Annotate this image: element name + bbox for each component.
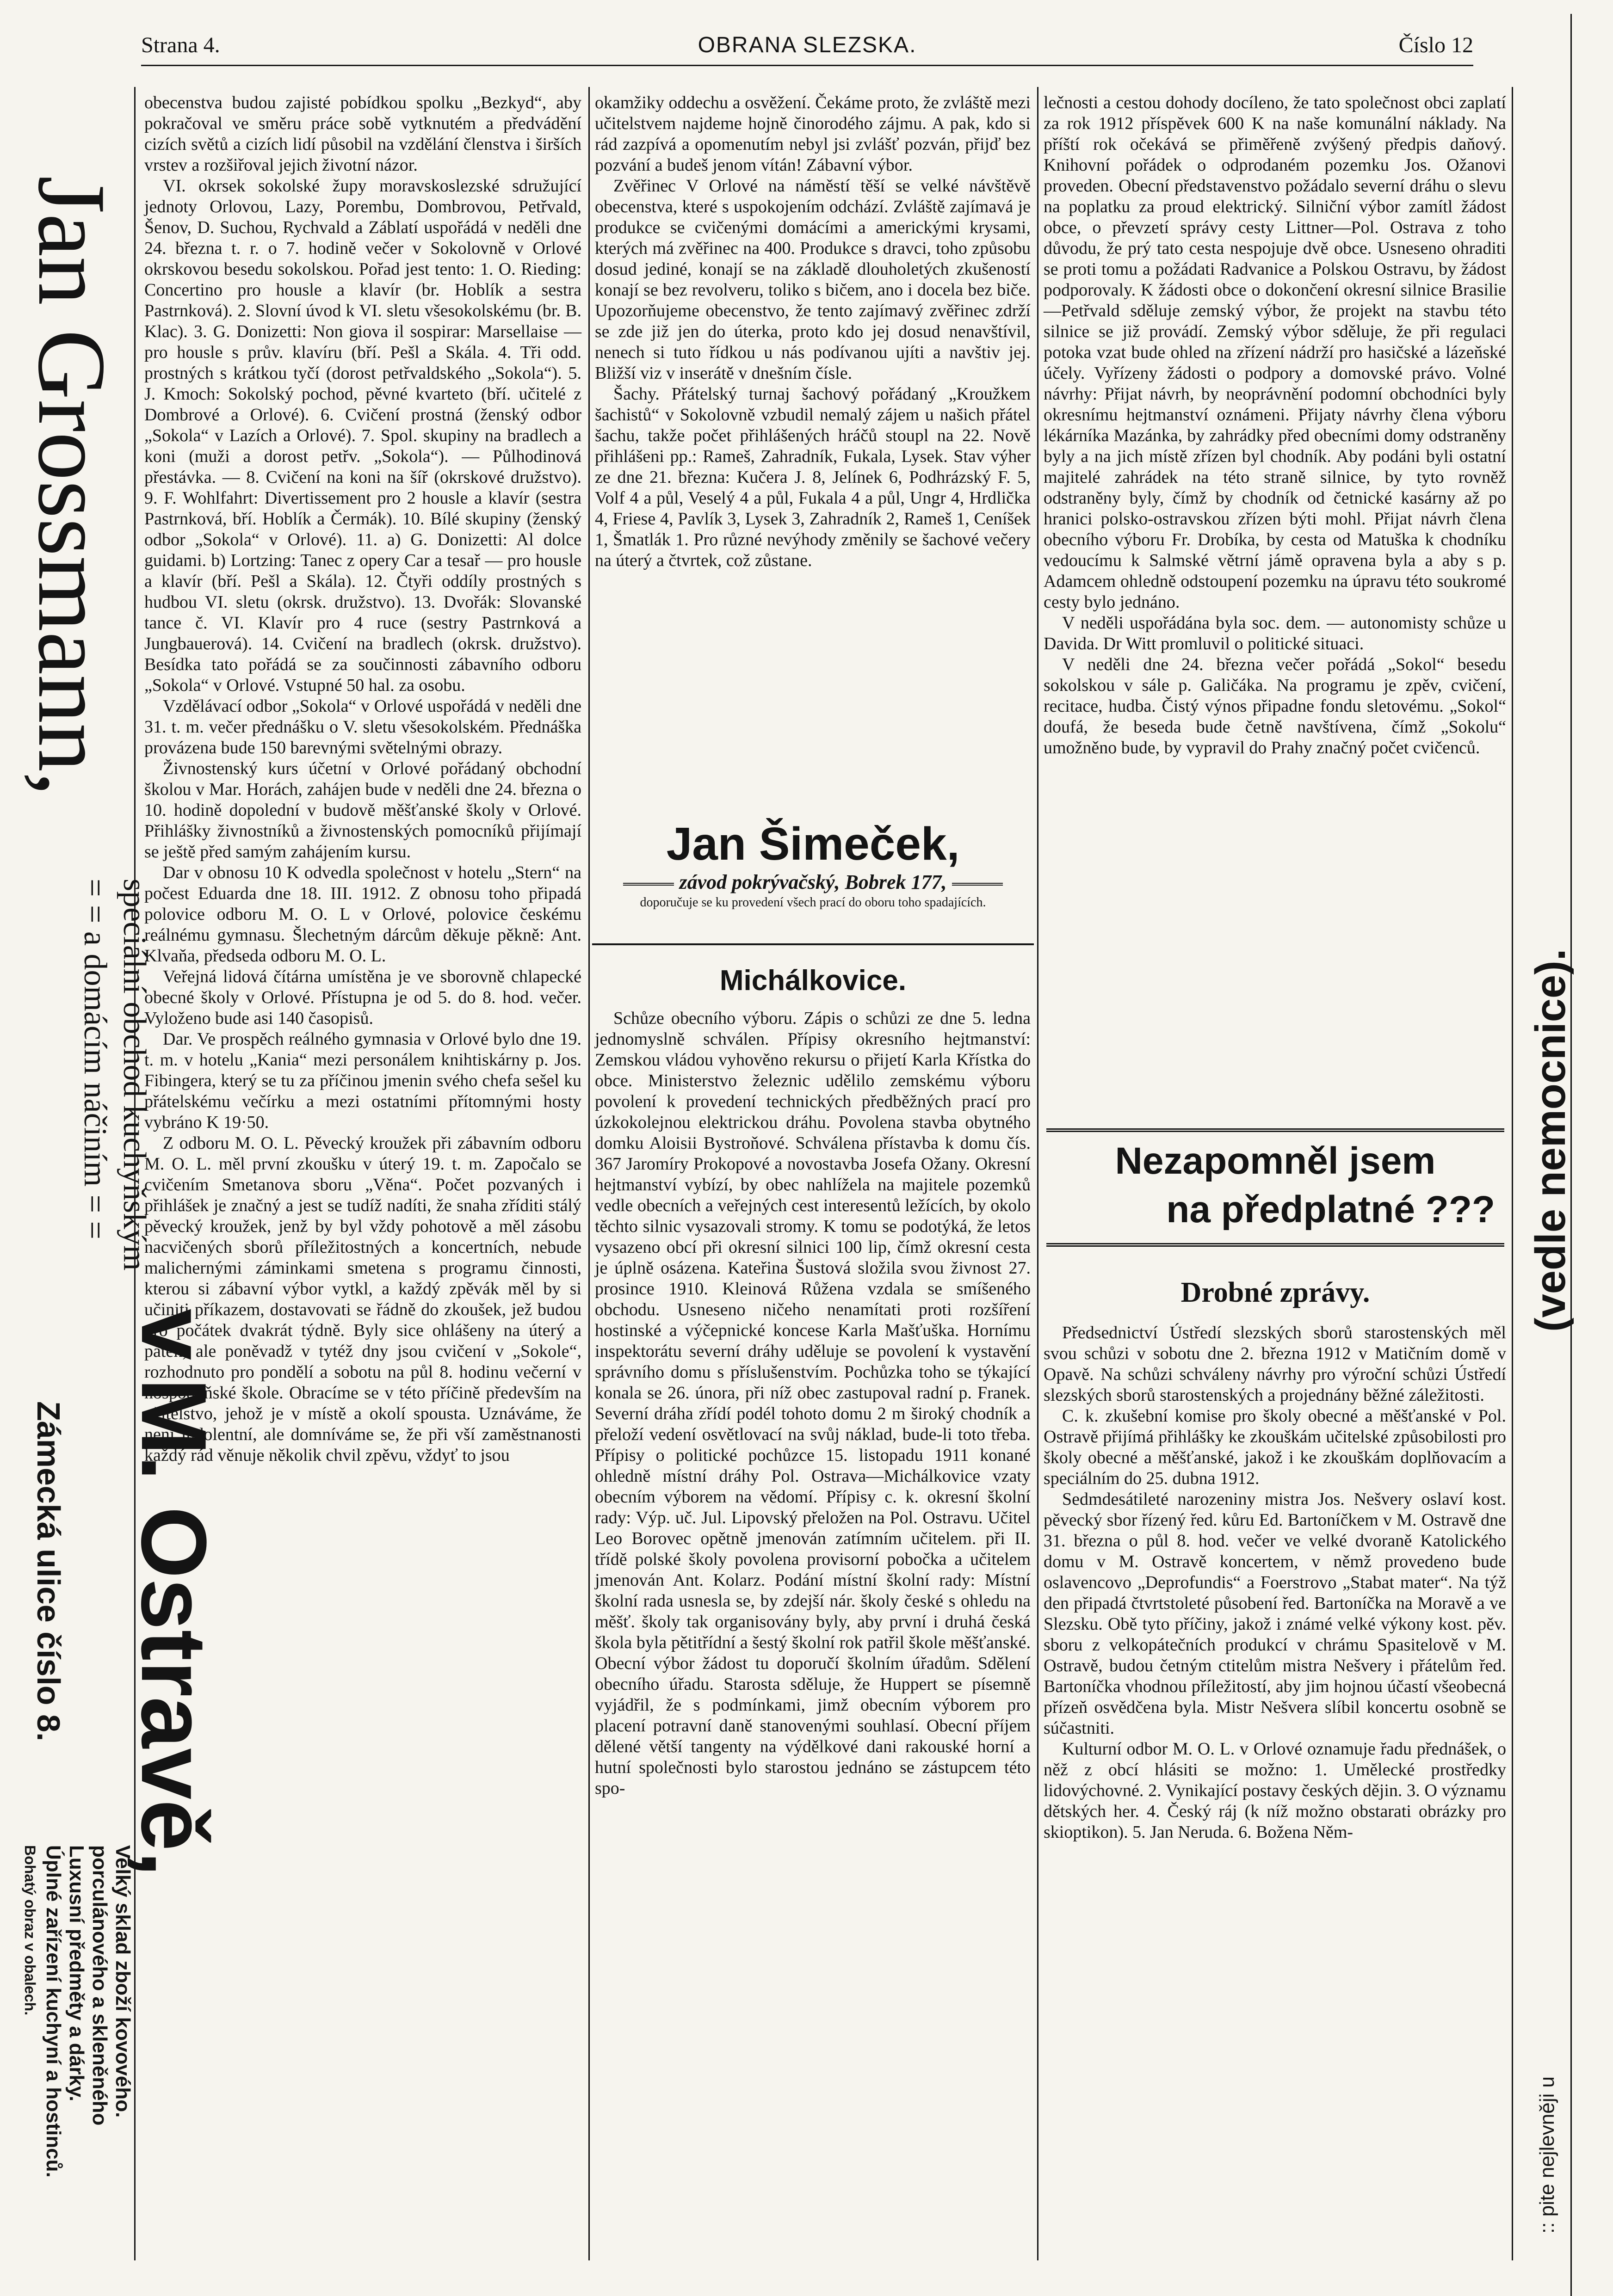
right-edge-advertisement (1517, 83, 1574, 2257)
page-number: Strana 4. (141, 33, 220, 57)
article-sachy: Šachy. Přátelský turnaj šachový pořádaný „Kroužkem šachistů“ v Sokolovně vzbudil nemalý zájem u našich přátel šachu, takže počet přihlášených hráčů stoupl na 22. Nově přihlášeni pp.: Rameš, Zahradník, Fukala, Lysek. Stav výher ze dne 21. března: Kučera J. 8, Jelínek 6, Podhrázský F. 5, Volf 4 a půl, Veselý 4 a půl, Fukala 4 a půl, Ungr 4, Hrdlička 4, Friese 4, Pavlík 3, Lysek 3, Zahradník 2, Rameš 1, Ceníšek 1, Šmatlák 1. Pro různé nevýhody změnily se šachové večery na úterý a čtvrtek, což zůstane. (595, 384, 1031, 570)
michalkovice-heading: Michálkovice. (719, 965, 907, 997)
advertiser-name: Jan Grossmann, (18, 176, 125, 796)
ad-detail-5: Bohatý obraz v obalech. (22, 1845, 38, 2016)
article-sokol-beseda: V neděli dne 24. března večer pořádá „Sokol“ besedu sokolskou v sále p. Galičáka. Na programu je zpěv, cvičení, recitace, hudba. Čistý výnos připadne fondu sletovému. „Sokol“ doufá, že beseda bude četně navštívena, čímž „Sokolu“ umožněno bude, by vypravil do Prahy značný počet cvičenců. (1044, 655, 1506, 757)
subscription-line-1: Nezapomněl jsem (1115, 1140, 1436, 1182)
ad-preposition: v (122, 1309, 225, 1360)
ad-city: M. Ostravě, (122, 1378, 225, 1877)
article-zabavni-vybor: okamžiky oddechu a osvěžení. Čekáme proto, že zvláště mezi učitelstvem najdeme hojně činorodého zájmu. A pak, kdo si rád zazpívá a opomenutím nebyl jsi zvlášť pozván, přijď bez pozvání a budeš jenom vítán! Zábavní výbor. (595, 93, 1031, 175)
masthead-title: OBRANA SLEZSKA. (698, 33, 917, 57)
ad-detail-4: Úplné zařízení kuchyní a hostinců. (42, 1845, 65, 2178)
simecek-bottom-rule (592, 943, 1034, 945)
article-sokol-okrsek: VI. okrsek sokolské župy moravskoslezské sdružující jednoty Orlovou, Lazy, Porembu, Dombrovou, Petřvald, Šenov, D. Suchou, Rychvald a Záblatí uspořádá v neděli dne 24. března t. r. o 7. hodině večer v Sokolovně v Orlové okrskovou besedu sokolskou. Pořad jest tento: 1. O. Rieding: Concertino pro housle a klavír (br. Hoblík a sestra Pastrnková). 2. Slovní úvod k VI. sletu všesokolskému (br. B. Klac). 3. G. Donizetti: Non giova il sospirar: Marsellaise — pro housle s prův. klavíru (bří. Pešl a Skála. 4. Tři odd. prostných s krátkou tyčí (dorost petřvaldského „Sokola“). 5. J. Kmoch: Sokolský pochod, pěvné kvarteto (bří. učitelé z Dombrové a Orlové). 6. Cvičení prostná (ženský odbor „Sokola“ v Lazích a Orlové). 7. Spol. skupiny na bradlech a koni (muži a dorost petřv. „Sokola“). — Půlhodinová přestávka. — 8. Cvičení na koni na šíř (okrskové družstvo). 9. F. Wohlfahrt: Divertissement pro 2 housle a klavír (sestra Pastrnková, bří. Hoblík a Čermák). 10. Bílé skupiny (ženský odbor „Sokola“ v Orlové). 11. a) G. Donizetti: Al dolce guidami. b) Lortzing: Tanec z opery Car a tesař — pro housle a klavír (bří. Pešl a Skála). 12. Čtyři oddíly prostných s hudbou VI. sletu (okrsk. družstvo). 13. Dvořák: Slovanské tance č. VI. Klavír pro 4 ruce (sestry Pastrnková a Jungbauerová). 14. Cvičení na bradlech (okrsk. družstvo). Besídka tato pořádá se za součinnosti zábavního odboru „Sokola“ v Orlové. Vstupné 50 hal. za osobu. (144, 176, 581, 695)
issue-number: Číslo 12 (1398, 33, 1473, 57)
shop-description-2: = = a domácím náčiním = = (77, 879, 113, 1239)
ad-detail-3: Luxusní předměty a dárky. (65, 1845, 88, 2102)
drobne-zpravy-heading: Drobné zprávy. (1180, 1277, 1370, 1308)
column-rule-2 (1037, 87, 1038, 2260)
ad-address: Zámecká ulice číslo 8. (31, 1401, 67, 1742)
simecek-name: Jan Šimeček, (666, 818, 960, 870)
page-header (141, 32, 1473, 65)
simecek-advertisement (597, 819, 1029, 929)
header-rule (141, 65, 1473, 66)
article-kurs-ucetni: Živnostenský kurs účetní v Orlové pořádaný obchodní školou v Mar. Horách, zahájen bude v neděli dne 24. března o 10. hodině dopolední v budově měšťanské školy v Orlové. Přihlášky živnostníků a živnostenských pomocníků přijímají se ještě před samým zahájením kursu. (144, 759, 581, 862)
subscription-reminder-box (1046, 1128, 1504, 1247)
article-schuze-vyboru: Schůze obecního výboru. Zápis o schůzi ze dne 5. ledna jednomyslně schválen. Přípisy okresního hejtmanství: Zemskou vládou vyhověno rekursu o přijetí Karla Křístka do obce. Ministerstvo železnic udělilo zemskému výboru povolení k provedení technických předběžných prací pro úzkokolejnou elektrickou dráhu. Povolena stavba obytného domku Aloisii Bystroňové. Schválena přístavba k domu čís. 367 Jaromíry Prokopové a novostavba Josefa Ožany. Okresní hejtmanství vybízí, by obec nahlížela na majitele pozemků vedle obecních a veřejných cest interesentů ležících, by okolo těchto silnic vysazovali stromy. K tomu se podotýká, že letos vysazeno obcí při okresní silnici 100 lip, čímž okresní cesta je úplně osázena. Kateřina Šustová složila svou živnost 27. prosince 1910. Kleinová Růžena vzdala se smíšeného obchodu. Usneseno ničeho nenamítati proti rozšíření hostinské a výčepnické koncese Karla Mašťuška. Hornímu inspektorátu severní dráhy uděluje se povolení k vystavění správního domu s příslušenstvím. Pochůzka toho se týkající konala se 26. února, při níž obec zastupoval radní p. Franek. Severní dráha zřídí podél tohoto domu 2 m široký chodník a přeloží vedení osvětlovací na svůj náklad, bude-li toto třeba. Přípisy o politické pochůzce 15. listopadu 1911 konané ohledně místní dráhy Pol. Ostrava—Michálkovice vzaty obecním výborem na vědomí. Přípisy c. k. okresní školní rady: Výp. uč. Jul. Lipovský přeložen na Pol. Ostravu. Učitel Leo Borovec opětně jmenován zatímním učitelem. při II. třídě polské školy povolena provisorní pobočka a učitelem jmenován Ant. Kolarz. Podání místní školní rady: Místní školní rada usnesla se, by zdejší nár. školy české s ohledu na měšť. školy tak organisovány byly, aby první i druhá česká škola byla pětitřídní a šestý školní rok patřil škole měšťanské. Obecní výbor žádost tu doporučí školním úřadům. Sdělení obecního úřadu. Starosta sděluje, že Huppert se písemně vyjádřil, že s podmínkami, jimž obecním výborem pro placení potravní daně stanovenými souhlasí. Obecní příjem dělené větší tangenty na výdělkové dani rakouské horní a hutní společnosti bylo starostou jednáno se zástupcem této spo- (595, 1009, 1031, 1798)
shop-description: speciální obchod kuchyňským (117, 879, 152, 1271)
article-soc-dem-schuze: V neděli uspořádána byla soc. dem. — autonomisty schůze u Davida. Dr Witt promluvil o politické situaci. (1044, 613, 1506, 653)
column-3-bottom (1044, 1323, 1506, 2266)
simecek-firm-text: závod pokrývačský, Bobrek 177, (679, 871, 947, 893)
article-zverinec: Zvěřinec V Orlové na náměstí těší se velké návštěvě obecenstva, které s uspokojením odchází. Zvláště zajímavá je produkce se cvičenými domácími a americkými krysami, kterých má zvěřinec na 400. Produkce s dravci, toho způsobu dosud jediné, konají se na základě dlouholetých zkušeností konají se bez revolveru, toliko s bičem, ano i docela bez biče. Upozorňujeme obecenstvo, že tento zajímavý zvěřinec zdrží se zde již jen do úterka, proto kdo jej dosud nenavštívil, nenech si tuto řídkou u nás podívanou ujíti a navštiv jej. Bližší viz v inserátě v dnešním čísle. (595, 176, 1031, 383)
article-pevecky-krouzek: Z odboru M. O. L. Pěvecký kroužek při zábavním odboru M. O. L. měl první zkoušku v úterý 19. t. m. Započalo se cvičením Smetanova sboru „Věna“. Počet pozvaných i přihlášek je značný a jest se tudíž nadíti, že snaha zříditi stálý pěvecký kroužek, jenž by byl vždy pohotově a měl zásobu nacvičených sborů příležitostných a koncertních, nebude malichernými záminkami smetena s programu činnosti, kterou si zábavní výbor vytkl, a každý zpěvák měl by si učiniti příkazem, dostavovati se řádně do zkoušek, jež budou pro počátek dvakrát týdně. Byly sice ohlášeny na úterý a pátek, ale poněvadž v tytéž dny jsou cvičení v „Sokole“, rozhodnuto pro pondělí a sobotu na půl 8. hodinu večerní v hospodyňské škole. Obracíme se v této příčině především na učitelstvo, jehož je v místě a okolí spousta. Uznáváme, že není indolentní, ale domníváme se, že při vší zaměstnanosti každý rád věnuje několik chvil zpěvu, vždyť to jsou (144, 1133, 581, 1465)
simecek-rule-right (952, 883, 1003, 886)
simecek-rule-left (623, 883, 674, 886)
article-ustredi-sboru: Předsednictví Ústředí slezských sborů starostenských měl svou schůzi v sobotu dne 2. března 1912 v Matičním domě v Opavě. Na schůzi schváleny návrhy pro výroční schůzi Ústředí slezských sborů starostenských a projednány běžné záležitosti. (1044, 1323, 1506, 1405)
article-vzdelavaci-odbor: Vzdělávací odbor „Sokola“ v Orlové uspořádá v neděli dne 31. t. m. večer přednášku o V. sletu všesokolském. Přednáška provázena bude 150 barevnými světelnými obrazy. (144, 696, 581, 757)
subscription-line-2: na předplatné ??? (1166, 1188, 1495, 1231)
article-citarna: Veřejná lidová čítárna umístěna je ve sborovně chlapecké obecné školy v Orlové. Přístupna je od 5. do 8. hod. večer. Vyloženo bude asi 140 časopisů. (144, 967, 581, 1028)
column-3 (1044, 92, 1506, 1101)
right-ad-small: :: pite nejlevněji u (1536, 2076, 1558, 2234)
ad-detail-2: porculánového a skleněného (88, 1845, 111, 2126)
column-1 (144, 92, 581, 2266)
article-dar-stern: Dar v obnosu 10 K odvedla společnost v hotelu „Stern“ na počest Eduarda dne 18. III. 1912. Z obnosu toho připadá polovice odboru M. O. L v Orlové, polovice českému reálnému gymnasu. Šlechetným dárcům děkuje pěkně: Ant. Klvaňa, předseda odboru M. O. L. (144, 863, 581, 966)
simecek-firm (597, 869, 1029, 895)
simecek-note: doporučuje se ku provedení všech prací do oboru toho spadajících. (640, 895, 986, 910)
right-ad-main: (vedle nemocnice). (1527, 948, 1574, 1332)
column-2-bottom (595, 1008, 1031, 2266)
article-kulturni-odbor: Kulturní odbor M. O. L. v Orlové oznamuje řadu přednášek, o něž z obcí hlásiti se možno: 1. Umělecké prostředky lidovýchovné. 2. Vynikající postavy českých dějin. 3. O významu dětských her. 4. Český ráj (k níž možno obstarati obrázky pro skioptikon). 5. Jan Neruda. 6. Božena Něm- (1044, 1739, 1506, 1842)
article-bezkyd: obecenstva budou zajisté pobídkou spolku „Bezkyd“, aby pokračoval ve směru práce sobě vytknutém a předvádění cizích světů a cizích lidí působil na vzdělání členstva i širších vrstev a rozšiřoval jejich životní názor. (144, 93, 581, 175)
article-zkusebni-komise: C. k. zkušební komise pro školy obecné a měšťanské v Pol. Ostravě přijímá přihlášky ke zkouškám učitelské způsobilosti pro školy obecné a měšťanské, jakož i ke zkouškám doplňovacím a speciálním do 25. dubna 1912. (1044, 1406, 1506, 1488)
article-spolecnost-dohoda: lečnosti a cestou dohody docíleno, že tato společnost obci zaplatí za rok 1912 příspěvek 600 K na naše komunální náklady. Na příští rok očekává se přiměřeně zvýšený předpis daňový. Knihovní pořádek o odprodaném pozemku Jos. Ožanovi proveden. Obecní představenstvo požádalo severní dráhu o slevu na poplatku za proud elektrický. Silniční výbor zamítl žádost obce, o převzetí správy cesty Littner—Pol. Ostrava z toho důvodu, že prý tato cesta nespojuje dvě obce. Usneseno ohraditi se proti tomu a požádati Radvanice a Polskou Ostravu, by žádost podporovaly. K žádosti obce o dokončení okresní silnice Brasilie—Petřvald sděluje zemský výbor, že projekt na stavbu této silnice se již provádí. Zemský výbor sděluje, že při regulaci potoka vzat bude ohled na zřízení nádrží pro hasičské a lázeňské účely. Vyřízeny žádosti o podpory a domovské právo. Volné návrhy: Přijat návrh, by neoprávnění podomní obchodníci byly okresnímu hejtmanství oznámeni. Přijaty návrhy člena výboru lékárníka Mazánka, by zahrádky před obecními domy odstraněny byly a na jich místě zřízen byl chodník. Aby podáni byli ostatní majitelé zahrádek na této straně silnice, by tyto rovněž odstraněny byly, čímž by chodník od četnické kasárny až po hranici polsko-ostravskou zřízen býti mohl. Přijat návrh člena obecního výboru Fr. Drobíka, by cesta od Matuška k chodníku vedoucímu k Salmské větrní jámě opravena byla a aby s p. Adamcem ohledně odstoupení pozemku na úpravu této soukromé cesty bylo jednáno. (1044, 93, 1506, 612)
ad-detail-1: Velký sklad zboží kovového. (111, 1845, 134, 2118)
grossmann-advertisement (0, 83, 225, 2257)
column-rule-3 (1512, 87, 1513, 2260)
article-nesvera: Sedmdesátileté narozeniny mistra Jos. Nešvery oslaví kost. pěvecký sbor řízený řed. kůru Ed. Bartoníčkem v M. Ostravě dne 31. března o půl 8. hod. večer ve velké dvoraně Katolického domu v M. Ostravě koncertem, v němž provedeno bude oslavencovo „Deprofundis“ a Foerstrovo „Stabat mater“. Na týž den připadá čtvrtstoleté působení řed. Bartoníčka na Moravě a ve Slezsku. Obě tyto příčiny, jakož i známé velké výkony kost. pěv. sboru z velkopátečních produkcí v chrámu Spasitelově v M. Ostravě, budou četným ctitelům mistra Nešvery i přátelům řed. Bartoníčka vhodnou příležitostí, aby jim hojnou účastí všeobecná přízeň osvědčena byla. Mistr Nešvera slíbil koncertu osobně se súčastniti. (1044, 1490, 1506, 1738)
article-dar-gymnasium: Dar. Ve prospěch reálného gymnasia v Orlové bylo dne 19. t. m. v hotelu „Kania“ mezi personálem knihtiskárny p. Jos. Fibingera, který se tu za příčinou jmenin svého chefa sešel ku přátelskému večírku a mezi ostatními přítomnými hosty vybráno K 19·50. (144, 1029, 581, 1132)
column-rule-1 (588, 87, 590, 2260)
